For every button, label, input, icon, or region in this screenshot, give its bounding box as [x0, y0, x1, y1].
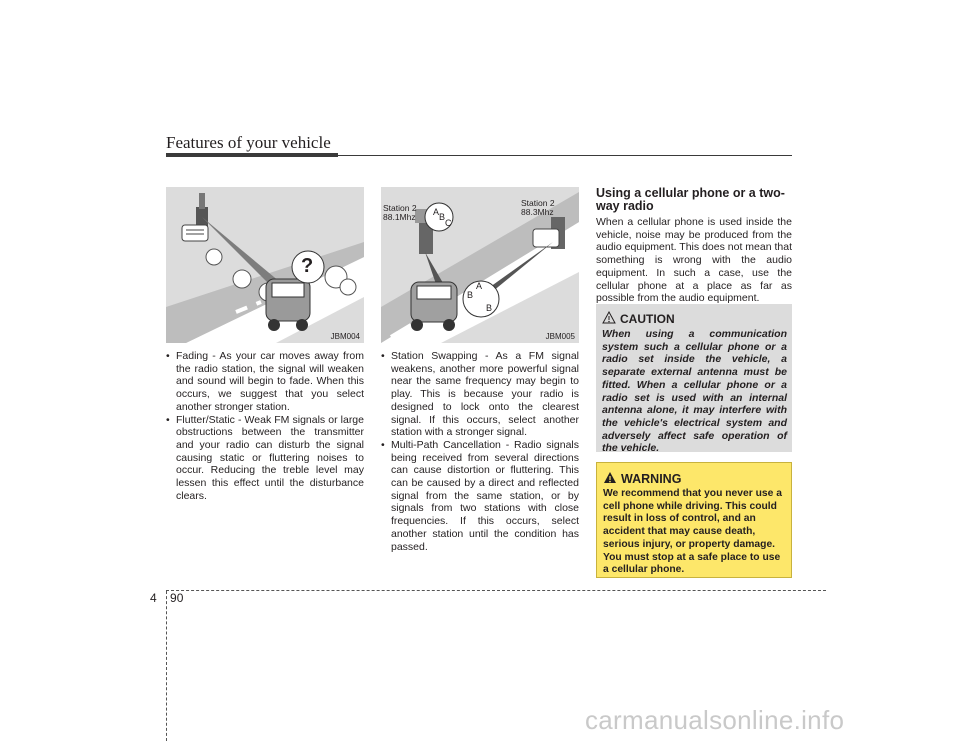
page-number — [150, 591, 193, 605]
caution-title: CAUTION — [620, 312, 675, 326]
warning-text: We recommend that you never use a cell phone while driving. This could result in loss of control, and an accident that may cause death, serious injury, or property damage. You must stop at a safe place to use a cellular phone. — [603, 488, 782, 576]
caution-text: When using a communication system such a cellular phone or a radio set inside the vehicle, a separate external antenna must be fitted. When a cellular phone or a radio set is used with an internal antenna alone, it may interfere with the vehicle's electrical system and adversely affect safe operation of the vehicle. — [602, 328, 787, 455]
station-right-freq: 88.3Mhz — [521, 207, 554, 217]
section-body: When a cellular phone is used inside the vehicle, noise may be produced from the audio equipment. This does not mean that something is wrong with the audio equipment. In such a case, use the cellular phone at a place as far as possible from the audio equipment. — [596, 216, 792, 305]
bullet-flutter-static: • Flutter/Static - Weak FM signals or large obstructions between the transmitter and your radio can disturb the signal causing static or fluttering noises to occur. Reducing the treble level may lessen this effect until the disturbance clears. — [166, 414, 364, 503]
letter-a-car: A — [476, 281, 483, 291]
header-rule-thin — [338, 155, 792, 156]
section-heading: Using a cellular phone or a two-way radio — [596, 186, 785, 213]
chapter-number: 4 — [150, 591, 157, 605]
caution-triangle-icon — [602, 311, 616, 324]
watermark-text: carmanualsonline.info — [585, 705, 845, 735]
warning-title: WARNING — [621, 472, 682, 486]
fading-illustration — [166, 187, 364, 343]
page-number-value: 90 — [170, 591, 184, 605]
caution-box — [596, 304, 792, 455]
figure-label-jbm004: JBM004 — [330, 332, 360, 341]
left-bullet-list — [166, 350, 364, 502]
question-mark: ? — [301, 255, 314, 277]
letter-b2-car: B — [486, 303, 493, 313]
station-left-freq: 88.1Mhz — [383, 212, 416, 222]
header-rule — [166, 153, 338, 157]
warning-triangle-icon — [603, 471, 617, 484]
bullet-station-swapping: • Station Swapping - As a FM signal weakens, another more powerful signal near the same frequency may begin to play. This is because your radio is designed to lock onto the clearest signal. If this occurs, select another station with a stronger signal. — [381, 350, 579, 439]
station-right-name: Station 2 — [521, 198, 555, 208]
middle-bullet-list — [381, 350, 579, 553]
figure-label-jbm005: JBM005 — [545, 332, 575, 341]
bullet-multi-path: • Multi-Path Cancellation - Radio signals being received from several directions can cause distortion or fluttering. This can be caused by a direct and reflected signal from the same station, or by signals from two stations with close frequencies. If this occurs, select another station until the condition has passed. — [381, 439, 579, 553]
footer-rule — [166, 590, 826, 591]
station-swapping-illustration — [381, 187, 579, 343]
letter-b-car: B — [467, 290, 474, 300]
letter-c-top: C — [445, 218, 452, 228]
warning-box — [596, 462, 792, 578]
letter-a-top: A — [433, 207, 440, 217]
bullet-fading: • Fading - As your car moves away from the radio station, the signal will weaken and sound will begin to fade. When this occurs, we suggest that you select another stronger station. — [166, 350, 364, 414]
footer-vertical-rule — [166, 591, 167, 741]
station-left-name: Station 2 — [383, 203, 417, 213]
fading-diagram — [166, 187, 364, 343]
letter-b-top: B — [439, 212, 446, 222]
page-header-title: Features of your vehicle — [166, 133, 331, 152]
